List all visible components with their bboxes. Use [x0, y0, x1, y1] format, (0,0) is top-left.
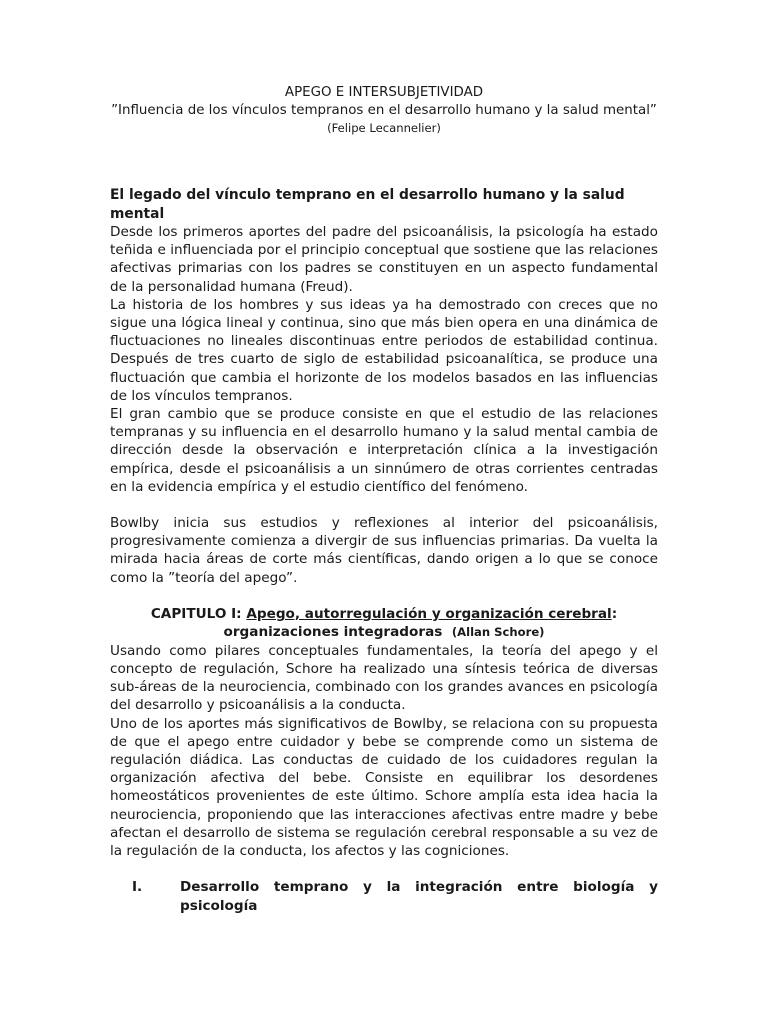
chapter-subtitle-line — [110, 623, 658, 642]
document-header — [110, 84, 658, 136]
document-author: (Felipe Lecannelier) — [327, 121, 441, 135]
chapter-subtitle: organizaciones integradoras — [223, 624, 443, 641]
chapter-author: (Allan Schore) — [451, 625, 545, 640]
body-paragraph: Uno de los aportes más significativos de Bowlby, se relaciona con su propuesta de que el apego entre cuidador y bebe se comprende como un sistema de regulación diádica. Las conductas de cuidado de los cuidadores regulan la organización afectiva del bebe. Consiste en equilibrar los desordenes homeostáticos provenientes de este último. Schore amplía esta idea hacia la neurociencia, proponiendo que las interacciones afectivas entre madre y bebe afectan el desarrollo de sistema se regulación cerebral responsable a su vez de la regulación de la conducta, los afectos y las cogniciones. — [110, 715, 658, 860]
document-subtitle: ”Influencia de los vínculos tempranos en el desarrollo humano y la salud mental” — [111, 103, 657, 118]
body-paragraph: Bowlby inicia sus estudios y reflexiones al interior del psicoanálisis, progresivamente comienza a divergir de sus influencias primarias. Da vuelta la mirada hacia áreas de corte más científicas, dando origen a lo que se conoce como la ”teoría del apego”. — [110, 515, 658, 586]
paragraph-spacer — [110, 496, 658, 514]
chapter-prefix: CAPITULO I: — [150, 605, 247, 622]
section-heading-text: Desarrollo temprano y la integración entre biología y psicología — [180, 879, 658, 914]
chapter-heading — [110, 605, 658, 642]
paragraph-spacer — [110, 587, 658, 605]
chapter-title-line — [110, 605, 658, 624]
section-number: I. — [132, 879, 143, 896]
paragraph-spacer — [110, 860, 658, 878]
body-paragraph: Usando como pilares conceptuales fundamentales, la teoría del apego y el concepto de regulación, Schore ha realizado una síntesis teórica de diversas sub-áreas de la neurociencia, combinado con los grandes avances en psicología del desarrollo y psicoanálisis a la conducta. — [110, 642, 658, 714]
document-title: APEGO E INTERSUBJETIVIDAD — [284, 85, 484, 100]
chapter-colon: : — [611, 605, 618, 622]
body-paragraph: El gran cambio que se produce consiste en que el estudio de las relaciones tempranas y su influencia en el desarrollo humano y la salud mental cambia de dirección desde la observación e interpretación clínica a la investigación empírica, desde el psicoanálisis a un sinnúmero de otras corrientes centradas en la evidencia empírica y el estudio científico del fenómeno. — [110, 406, 658, 495]
document-body — [110, 186, 658, 915]
chapter-title: Apego, autorregulación y organización cerebral — [246, 605, 612, 622]
section-heading: El legado del vínculo temprano en el desarrollo humano y la salud mental — [110, 187, 625, 222]
body-paragraph: La historia de los hombres y sus ideas ya ha demostrado con creces que no sigue una lógica lineal y continua, sino que más bien opera en una dinámica de fluctuaciones no lineales discontinuas entre periodos de estabilidad continua. Después de tres cuarto de siglo de estabilidad psicoanalítica, se produce una fluctuación que cambia el horizonte de los modelos basados en las influencias de los vínculos tempranos. — [110, 296, 658, 404]
body-paragraph: Desde los primeros aportes del padre del psicoanálisis, la psicología ha estado teñida e influenciada por el principio conceptual que sostiene que las relaciones afectivas primarias con los padres se constituyen en un aspecto fundamental de la personalidad humana (Freud). — [110, 224, 658, 295]
numbered-section-heading — [110, 878, 658, 915]
